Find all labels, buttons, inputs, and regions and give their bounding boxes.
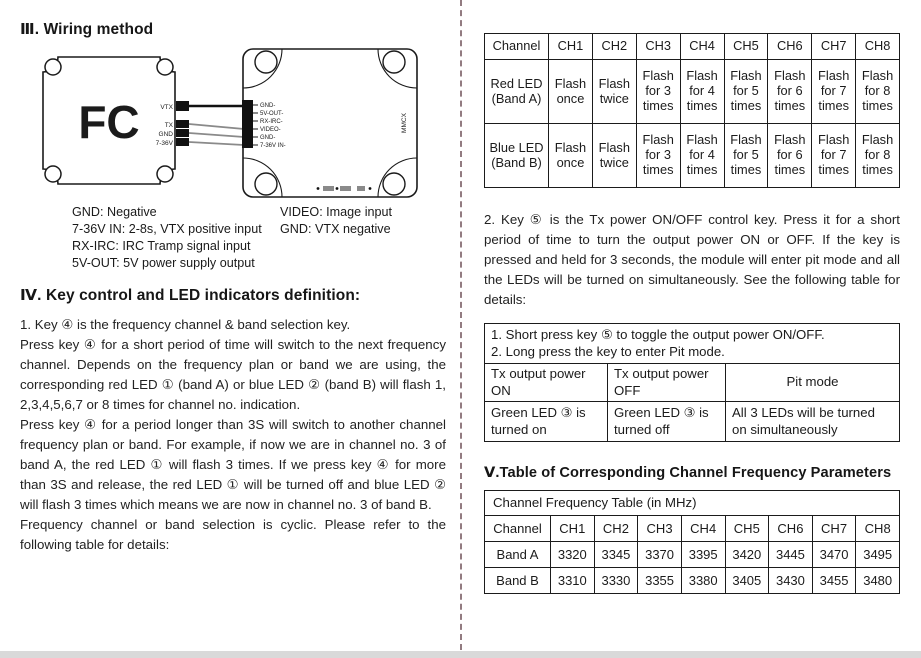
table-cell: Flash for 6 times xyxy=(768,60,812,124)
led-dot xyxy=(369,187,372,190)
page-bottom-edge xyxy=(0,651,921,658)
table-cell: Flash twice xyxy=(592,60,636,124)
led-indicator-table xyxy=(484,33,900,188)
table-cell: Tx output power ON xyxy=(485,364,608,402)
table-cell: Flash for 4 times xyxy=(680,124,724,188)
table-cell: Flash once xyxy=(549,124,593,188)
legend-line: 7-36V IN: 2-8s, VTX positive input xyxy=(72,222,262,236)
fc-mount-hole xyxy=(157,166,173,182)
frequency-table xyxy=(484,490,900,594)
table-cell: CH2 xyxy=(594,516,638,542)
module-pin-label-5vout: 5V-OUT- xyxy=(260,111,284,117)
table-cell: Flash for 8 times xyxy=(856,124,900,188)
dip-switch xyxy=(323,186,334,191)
module-pin-label-video: VIDEO- xyxy=(260,127,281,133)
led-dot xyxy=(336,187,339,190)
right-column xyxy=(484,25,900,594)
table-cell: CH2 xyxy=(592,34,636,60)
table-cell: Band A xyxy=(485,542,551,568)
module-pin-label-gnd1: GND- xyxy=(260,103,276,109)
fc-pin-tx xyxy=(176,120,189,128)
paragraph-key5: 2. Key ⑤ is the Tx power ON/OFF control key. Press it for a short period of time to turn the output power ON or OFF. If the key is pressed and held for 3 seconds, the module will enter pit mode and all the LEDs will be turned on simultaneously. See the following table for details: xyxy=(484,212,900,307)
table-cell: Channel xyxy=(485,516,551,542)
fc-pin-label-vtx: VTX xyxy=(160,104,173,111)
table-cell: Flash for 3 times xyxy=(636,60,680,124)
table-cell: CH6 xyxy=(769,516,813,542)
table-cell: Flash for 7 times xyxy=(812,60,856,124)
table-cell: All 3 LEDs will be turned on simultaneously xyxy=(726,402,900,442)
module-pin-label-vin: 7-36V IN- xyxy=(260,143,286,149)
legend-line: GND: Negative xyxy=(72,205,157,219)
fc-label: FC xyxy=(78,96,140,148)
table-cell: Flash twice xyxy=(592,124,636,188)
table-cell: Green LED ③ is turned on xyxy=(485,402,608,442)
paragraph: 1. Key ④ is the frequency channel & band selection key. xyxy=(20,317,351,332)
section-4-title: Ⅳ. Key control and LED indicators definition: xyxy=(20,287,361,304)
wiring-diagram xyxy=(20,45,445,202)
paragraph: Press key ④ for a short period of time will switch to the next frequency channel. Depends on the frequency plan or band we are using, the corresponding red LED ① (band A) or blue LED ② (band B) will flash 1, 2,3,4,5,6,7 or 8 times for channel no. indication. xyxy=(20,337,446,412)
fc-pin-vin xyxy=(176,138,189,146)
table-cell: CH4 xyxy=(680,34,724,60)
table-cell: Flash once xyxy=(549,60,593,124)
table-cell: 3345 xyxy=(594,542,638,568)
wires xyxy=(189,106,244,145)
table-caption-row xyxy=(485,491,900,516)
fold-divider-line xyxy=(460,0,462,650)
paragraph: Frequency channel or band selection is cyclic. Please refer to the following table for details: xyxy=(20,517,446,552)
fc-pin-label-vin: 7-36V xyxy=(155,140,173,147)
table-cell: Flash for 7 times xyxy=(812,124,856,188)
module-pin-label-gnd2: GND- xyxy=(260,135,276,141)
fc-pin-vtx xyxy=(176,101,189,111)
table-header-row xyxy=(485,364,900,402)
left-column xyxy=(20,20,446,555)
table-cell: CH8 xyxy=(856,516,900,542)
table-cell: 3430 xyxy=(769,568,813,594)
fc-pin-label-tx: TX xyxy=(164,122,173,129)
table-cell: CH4 xyxy=(681,516,725,542)
table-cell: Green LED ③ is turned off xyxy=(608,402,726,442)
table-cell: 3480 xyxy=(856,568,900,594)
table-cell: 3405 xyxy=(725,568,769,594)
table-cell: CH5 xyxy=(725,516,769,542)
table-cell: 3445 xyxy=(769,542,813,568)
table-cell xyxy=(485,324,900,364)
table-cell: Flash for 3 times xyxy=(636,124,680,188)
table-cell: Flash for 4 times xyxy=(680,60,724,124)
table-cell: 3470 xyxy=(812,542,856,568)
table-row-band-a xyxy=(485,542,900,568)
table-cell: 3455 xyxy=(812,568,856,594)
connector-strip xyxy=(242,100,253,148)
vtx-mount-hole xyxy=(255,173,277,195)
table-header-row xyxy=(485,516,900,542)
wire-tx-to-video xyxy=(189,124,244,129)
legend-line: RX-IRC: IRC Tramp signal input xyxy=(72,239,251,253)
table-cell: CH7 xyxy=(812,516,856,542)
legend-left xyxy=(72,204,280,272)
table-cell: Flash for 5 times xyxy=(724,60,768,124)
wire-vin-to-vin xyxy=(189,142,244,145)
table-cell: 3495 xyxy=(856,542,900,568)
table-cell: CH8 xyxy=(856,34,900,60)
table-cell: CH1 xyxy=(551,516,595,542)
table-cell: 3380 xyxy=(681,568,725,594)
table-cell: Tx output power OFF xyxy=(608,364,726,402)
table-cell: 3310 xyxy=(551,568,595,594)
section-5-title: Ⅴ.Table of Corresponding Channel Frequency Parameters xyxy=(484,465,892,481)
vtx-mount-hole xyxy=(383,173,405,195)
table-row-band-b xyxy=(485,568,900,594)
paragraph: Press key ④ for a period longer than 3S will switch to another channel frequency plan or band. For example, if now we are in channel no. 3 of band A, the red LED ① will flash 3 times. If we press key ④ for more than 3S and release, the red LED ① will be turned off and blue LED ② will flash 3 times which means we are now in channel no. 3 of band B. xyxy=(20,417,446,512)
table-note-row xyxy=(485,324,900,364)
table-cell: Flash for 8 times xyxy=(856,60,900,124)
table-cell: CH3 xyxy=(638,516,682,542)
vtx-mount-hole xyxy=(255,51,277,73)
wiring-legend xyxy=(20,204,446,272)
table-cell: CH3 xyxy=(636,34,680,60)
table-cell: Band B xyxy=(485,568,551,594)
table-cell: Pit mode xyxy=(726,364,900,402)
table-cell: 3320 xyxy=(551,542,595,568)
fc-mount-hole xyxy=(45,59,61,75)
dip-switch xyxy=(357,186,365,191)
section-3-title: Ⅲ. Wiring method xyxy=(20,21,154,38)
legend-right xyxy=(280,204,392,272)
fc-pin-gnd xyxy=(176,129,189,137)
table-cell: Flash for 6 times xyxy=(768,124,812,188)
table-row xyxy=(485,402,900,442)
table-row xyxy=(485,60,900,124)
table-cell: Channel xyxy=(485,34,549,60)
fc-mount-hole xyxy=(45,166,61,182)
module-pin-label-rxirc: RX-IRC- xyxy=(260,119,283,125)
fc-mount-hole xyxy=(157,59,173,75)
dip-switch xyxy=(340,186,351,191)
power-mode-table xyxy=(484,323,900,442)
fc-board xyxy=(43,57,189,184)
table-cell: CH6 xyxy=(768,34,812,60)
wire-gnd-to-gnd xyxy=(189,133,244,137)
table-cell: Flash for 5 times xyxy=(724,124,768,188)
legend-line: GND: VTX negative xyxy=(280,222,391,236)
table-cell: CH5 xyxy=(724,34,768,60)
table-row xyxy=(485,124,900,188)
table-cell: CH7 xyxy=(812,34,856,60)
table-cell: CH1 xyxy=(549,34,593,60)
table-cell: 3355 xyxy=(638,568,682,594)
note-line-2: 2. Long press the key to enter Pit mode. xyxy=(491,343,725,359)
vtx-mount-hole xyxy=(383,51,405,73)
table-cell: 3370 xyxy=(638,542,682,568)
table-cell: 3330 xyxy=(594,568,638,594)
table-cell: Blue LED (Band B) xyxy=(485,124,549,188)
note-line-1: 1. Short press key ⑤ to toggle the output power ON/OFF. xyxy=(491,327,825,342)
table-header-row xyxy=(485,34,900,60)
legend-line: 5V-OUT: 5V power supply output xyxy=(72,256,255,270)
fc-pin-label-gnd: GND xyxy=(158,131,173,138)
legend-line: VIDEO: Image input xyxy=(280,205,392,219)
table-cell: Channel Frequency Table (in MHz) xyxy=(485,491,900,516)
table-cell: Red LED (Band A) xyxy=(485,60,549,124)
mmcx-label: MMCX xyxy=(401,113,408,133)
table-cell: 3420 xyxy=(725,542,769,568)
table-cell: 3395 xyxy=(681,542,725,568)
led-dot xyxy=(317,187,320,190)
vtx-module xyxy=(242,49,417,197)
